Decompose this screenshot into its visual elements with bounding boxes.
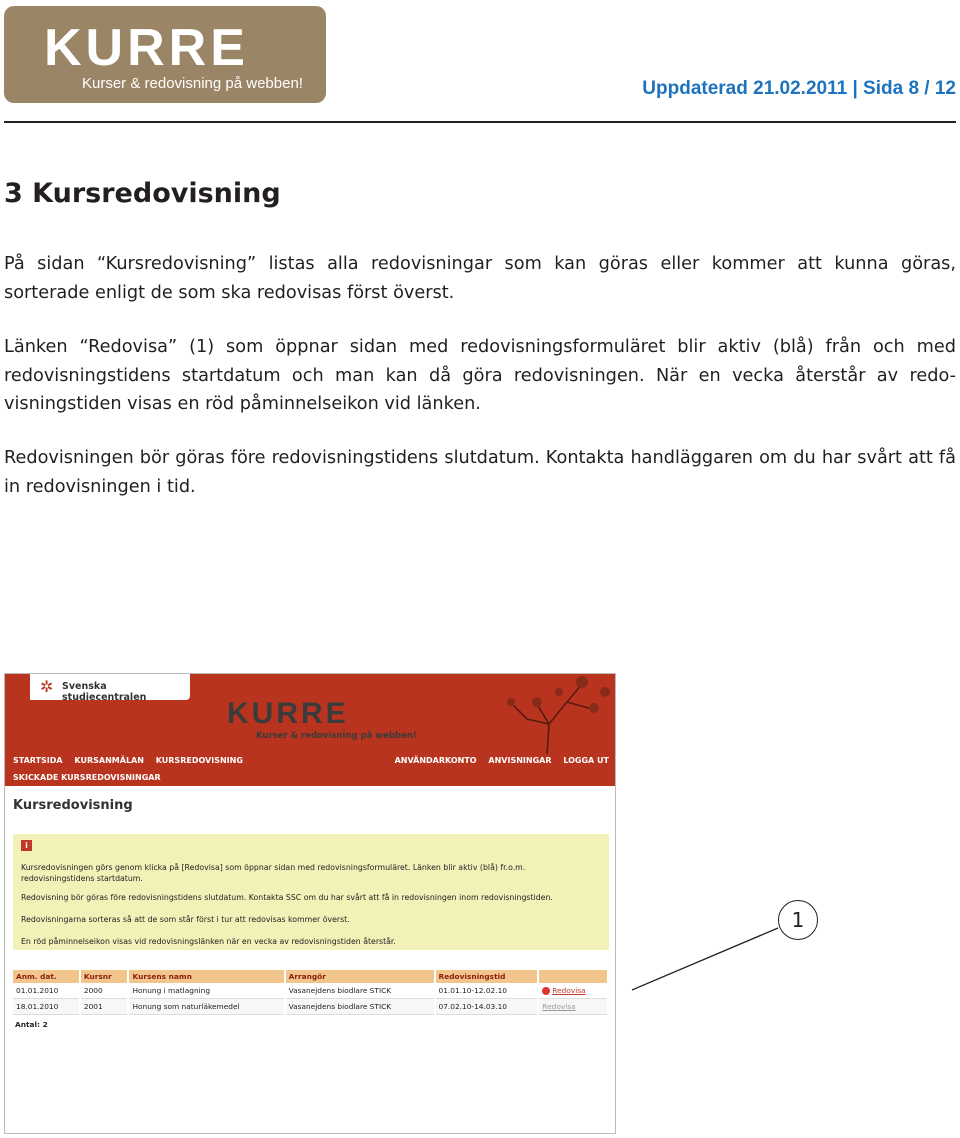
page-info: Uppdaterad 21.02.2011 | Sida 8 / 12 bbox=[642, 78, 956, 99]
cell-arrangor: Vasanejdens biodlare STICK bbox=[285, 983, 435, 999]
info-icon: i bbox=[21, 840, 32, 851]
notice-2: Redovisning bör göras före redovisningstidens slutdatum. Kontakta SSC om du har svårt att få in redovisningen inom redovisningstiden. bbox=[21, 893, 553, 902]
col-arrangor: Arrangör bbox=[285, 970, 435, 983]
org-name: Svenska studiecentralen bbox=[62, 681, 147, 703]
col-kursens-namn: Kursens namn bbox=[128, 970, 284, 983]
nav-kursanmalan[interactable]: KURSANMÄLAN bbox=[74, 756, 144, 765]
col-redovisningstid: Redovisningstid bbox=[435, 970, 539, 983]
logo-tagline: Kurser & redovisning på webben! bbox=[82, 75, 303, 92]
notice-4: En röd påminnelseikon visas vid redovisningslänken när en vecka av redovisningstiden återstår. bbox=[21, 937, 396, 946]
paragraph-2: Länken “Redovisa” (1) som öppnar sidan med redovisningsformuläret blir aktiv (blå) från och med redovisningstidens startdatum och man kan då göra redovisningen. När en vecka återstår av redo-visningstiden visas en röd påminnelseikon vid länken. bbox=[4, 337, 956, 414]
page-title: Kursredovisning bbox=[13, 798, 133, 813]
col-kursnr: Kursnr bbox=[80, 970, 129, 983]
nav-logga-ut[interactable]: LOGGA UT bbox=[563, 756, 609, 765]
paragraph-1: På sidan “Kursredovisning” listas alla redovisningar som kan göras eller kommer att kunna göras, sorterade enligt de som ska redovisas först överst. bbox=[4, 254, 956, 303]
nav-startsida[interactable]: STARTSIDA bbox=[13, 756, 63, 765]
subnav-skickade[interactable]: SKICKADE KURSREDOVISNINGAR bbox=[13, 773, 161, 782]
col-anm-dat: Anm. dat. bbox=[13, 970, 80, 983]
site-logo: KURRE bbox=[227, 697, 349, 730]
cell-arrangor: Vasanejdens biodlare STICK bbox=[285, 999, 435, 1015]
logo-word: KURRE bbox=[44, 19, 249, 77]
cell-name: Honung som naturläkemedel bbox=[128, 999, 284, 1015]
cell-period: 01.01.10-12.02.10 bbox=[435, 983, 539, 999]
paragraph-3: Redovisningen bör göras före redovisningstidens slutdatum. Kontakta handläggaren om du har svårt att få in redovisningen i tid. bbox=[4, 448, 956, 497]
cell-kursnr: 2001 bbox=[80, 999, 129, 1015]
cell-kursnr: 2000 bbox=[80, 983, 129, 999]
notice-3: Redovisningarna sorteras så att de som står först i tur att redovisas kommer överst. bbox=[21, 915, 350, 924]
cell-date: 18.01.2010 bbox=[13, 999, 80, 1015]
org-logo-icon: ✲ bbox=[40, 677, 54, 696]
redovisa-link-inactive: Redovisa bbox=[542, 1002, 576, 1011]
cell-date: 01.01.2010 bbox=[13, 983, 80, 999]
section-heading: 3 Kursredovisning bbox=[4, 178, 281, 209]
cell-period: 07.02.10-14.03.10 bbox=[435, 999, 539, 1015]
site-tagline: Kurser & redovisning på webben! bbox=[256, 731, 417, 741]
nav-kursredovisning[interactable]: KURSREDOVISNING bbox=[155, 756, 243, 765]
redovisa-link[interactable]: Redovisa bbox=[552, 986, 586, 995]
callout-marker: 1 bbox=[778, 900, 818, 940]
cell-name: Honung i matlagning bbox=[128, 983, 284, 999]
notice-1: Kursredovisningen görs genom klicka på [Redovisa] som öppnar sidan med redovisningsformuläret. Länken blir aktiv (blå) fr.o.m. redovisningstidens startdatum. bbox=[21, 863, 526, 883]
row-count: Antal: 2 bbox=[15, 1020, 48, 1029]
nav-anvisningar[interactable]: ANVISNINGAR bbox=[488, 756, 552, 765]
nav-anvandarkonto[interactable]: ANVÄNDARKONTO bbox=[394, 756, 477, 765]
